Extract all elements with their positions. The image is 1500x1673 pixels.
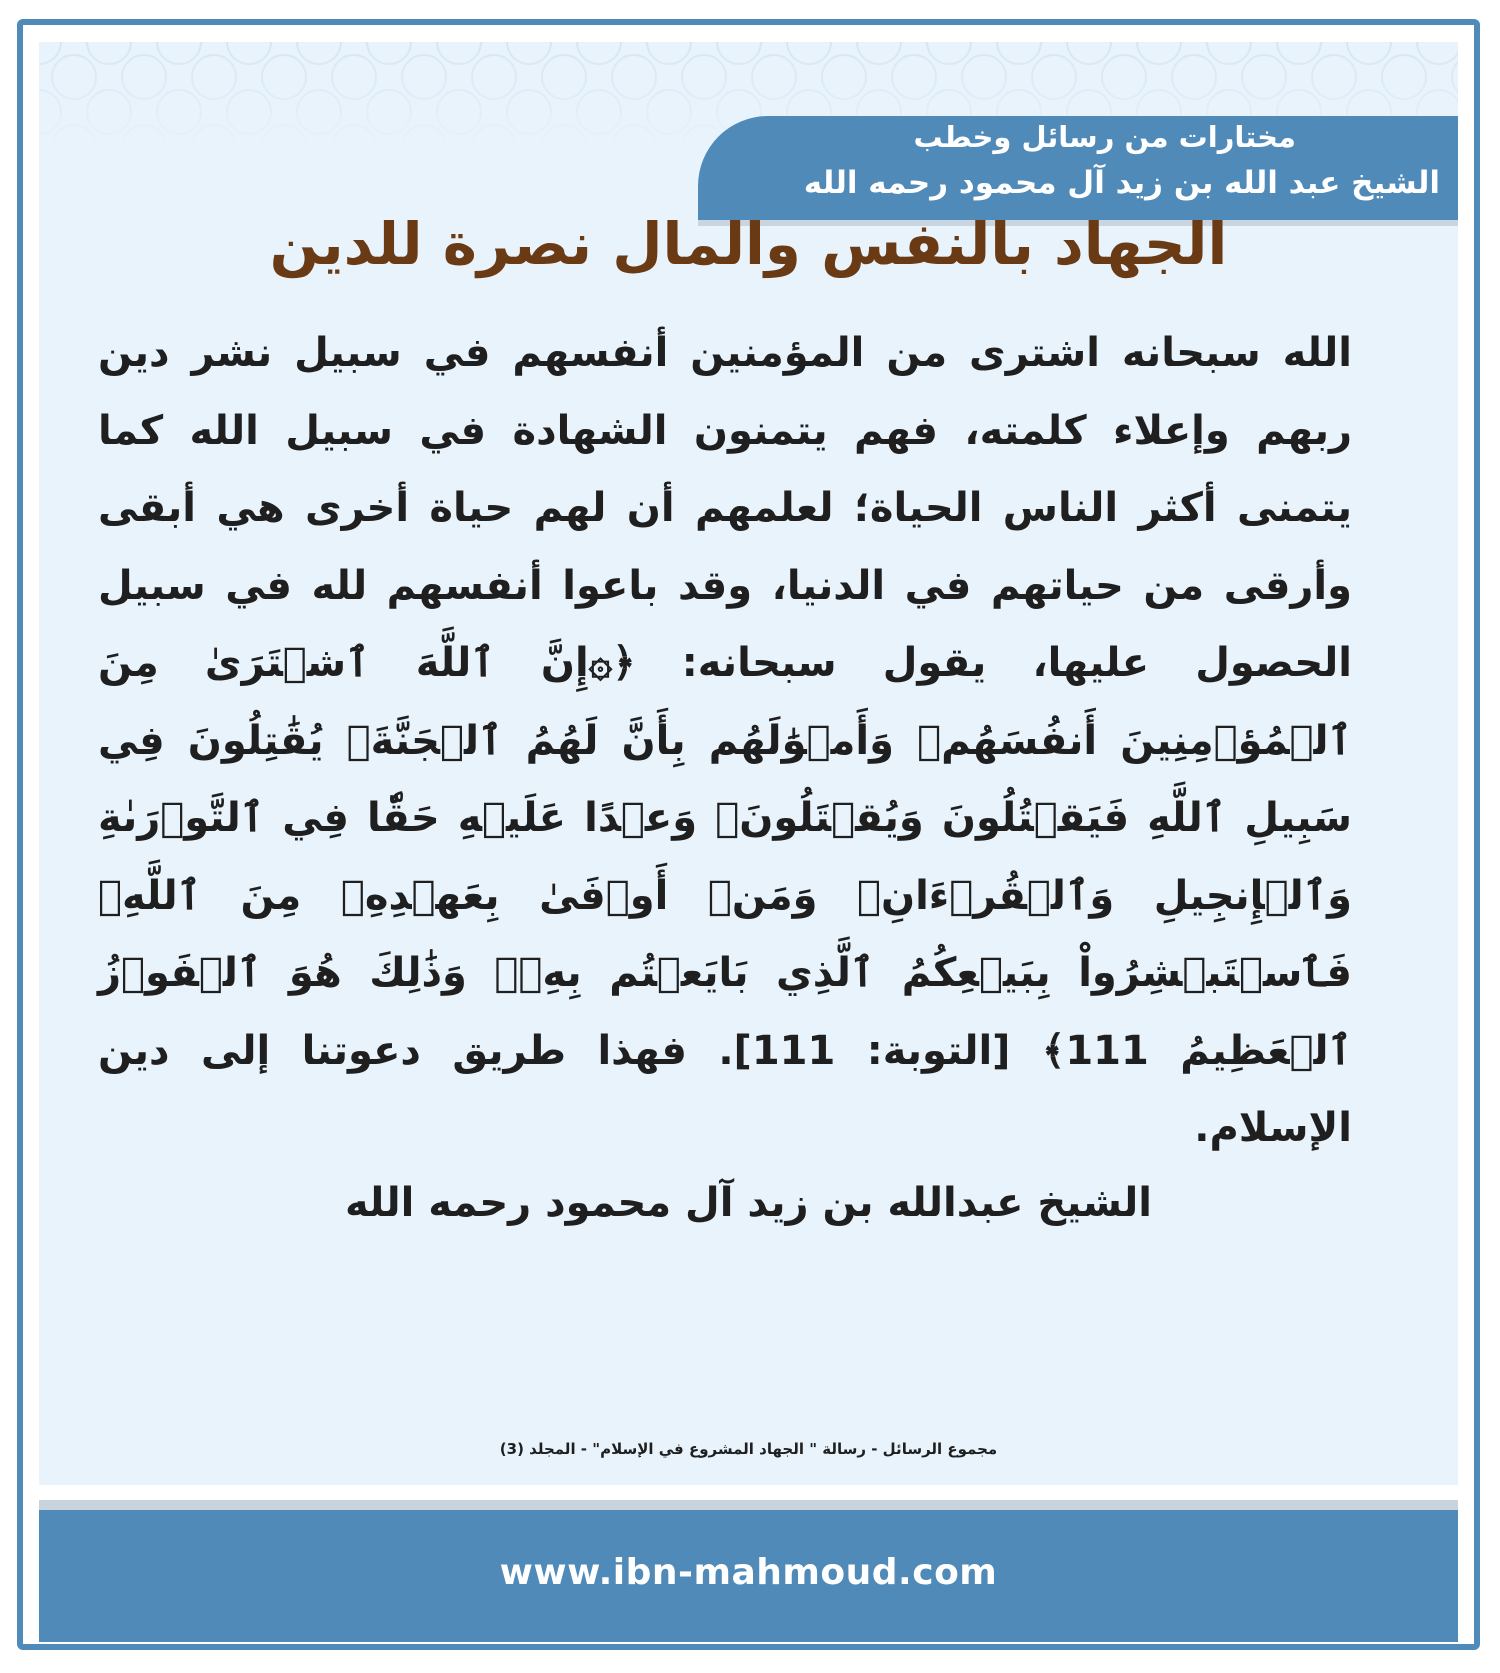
article-body (98, 315, 1352, 1168)
page-title: الجهاد بالنفس والمال نصرة للدين (269, 210, 1228, 278)
quran-verse: ﴿۞إِنَّ ٱللَّهَ ٱشۡتَرَىٰ مِنَ ٱلۡمُؤۡمِنِينَ أَنفُسَهُمۡ وَأَمۡوَٰلَهُم بِأَنَّ لَهُمُ ٱلۡجَنَّةَۚ يُقَٰتِلُونَ فِي سَبِيلِ ٱللَّهِ فَيَقۡتُلُونَ وَيُقۡتَلُونَۖ وَعۡدًا عَلَيۡهِ حَقّٗا فِي ٱلتَّوۡرَىٰةِ وَٱلۡإِنجِيلِ وَٱلۡقُرۡءَانِۚ وَمَنۡ أَوۡفَىٰ بِعَهۡدِهِۦ مِنَ ٱللَّهِۚ فَٱسۡتَبۡشِرُواْ بِبَيۡعِكُمُ ٱلَّذِي بَايَعۡتُم بِهِۦۚ وَذَٰلِكَ هُوَ ٱلۡفَوۡزُ ٱلۡعَظِيمُ 111﴾ (98, 640, 1352, 1074)
body-intro: الله سبحانه اشترى من المؤمنين أنفسهم في سبيل نشر دين ربهم وإعلاء كلمته، فهم يتمنون الشهادة في سبيل الله كما يتمنى أكثر الناس الحياة؛ لعلمهم أن لهم حياة أخرى هي أبقى وأرقى من حياتهم في الدنيا، وقد باعوا أنفسهم لله في سبيل الحصول عليها، يقول سبحانه: (98, 330, 1352, 686)
verse-reference: [التوبة: 111] (733, 1027, 1042, 1074)
signature: الشيخ عبدالله بن زيد آل محمود رحمه الله (345, 1180, 1152, 1226)
header-author: الشيخ عبد الله بن زيد آل محمود رحمه الله (803, 165, 1440, 201)
body-outro: . فهذا طريق دعوتنا إلى دين الإسلام. (98, 1027, 1352, 1151)
footer-divider (39, 1500, 1458, 1510)
footer-bar (39, 1510, 1458, 1642)
content-panel (39, 42, 1458, 1485)
source-citation: مجموع الرسائل - رسالة " الجهاد المشروع في الإسلام" - المجلد (3) (499, 1440, 998, 1458)
website-link[interactable]: www.ibn-mahmoud.com (499, 1552, 998, 1593)
header-subtitle: مختارات من رسائل وخطب (913, 120, 1296, 154)
